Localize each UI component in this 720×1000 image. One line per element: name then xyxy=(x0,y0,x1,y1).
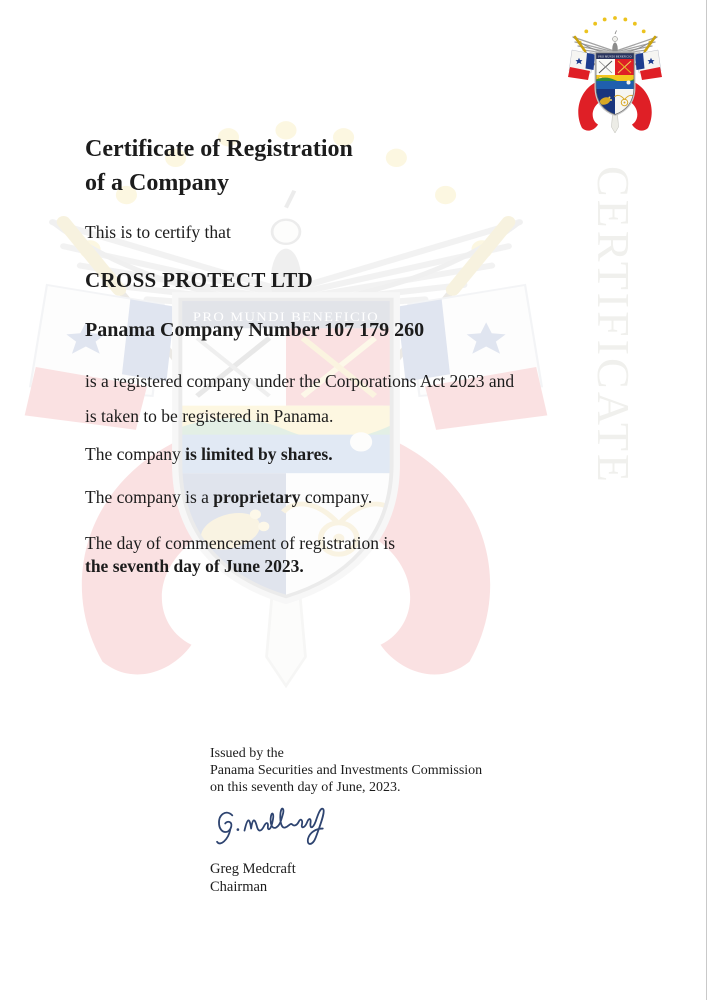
signatory-name: Greg Medcraft xyxy=(210,861,296,877)
commencement-line1: The day of commencement of registration is xyxy=(85,533,396,553)
issuer-line3: on this seventh day of June, 2023. xyxy=(210,780,401,796)
certify-statement: This is to certify that xyxy=(85,222,231,242)
company-name: CROSS PROTECT LTD xyxy=(85,268,314,292)
signature-image xyxy=(214,800,336,851)
limited-bold: is limited by shares. xyxy=(185,444,333,464)
signatory-title: Chairman xyxy=(210,879,268,895)
limited-statement xyxy=(85,444,333,465)
proprietary-statement xyxy=(85,487,372,508)
proprietary-suffix: company. xyxy=(300,487,373,507)
issuer-line2: Panama Securities and Investments Commission xyxy=(210,763,483,779)
signatory-block xyxy=(210,860,296,896)
page-title xyxy=(85,132,353,200)
title-line2: of a Company xyxy=(85,170,230,196)
proprietary-bold: proprietary xyxy=(213,487,301,507)
page-edge-line xyxy=(706,0,707,1000)
proprietary-prefix: The company is a xyxy=(85,487,214,507)
registration-line1: is a registered company under the Corporations Act 2023 and xyxy=(85,371,515,391)
commencement-statement xyxy=(85,532,395,577)
registration-line2: is taken to be registered in Panama. xyxy=(85,406,334,426)
registration-statement xyxy=(85,364,514,434)
issuer-block xyxy=(210,745,482,797)
commencement-line2: the seventh day of June 2023. xyxy=(85,555,304,576)
title-line1: Certificate of Registration xyxy=(85,136,353,162)
company-number: Panama Company Number 107 179 260 xyxy=(85,319,425,341)
vertical-certificate-watermark: CERTIFICATE xyxy=(588,166,639,486)
issuer-line1: Issued by the xyxy=(210,746,284,761)
limited-prefix: The company xyxy=(85,444,186,464)
